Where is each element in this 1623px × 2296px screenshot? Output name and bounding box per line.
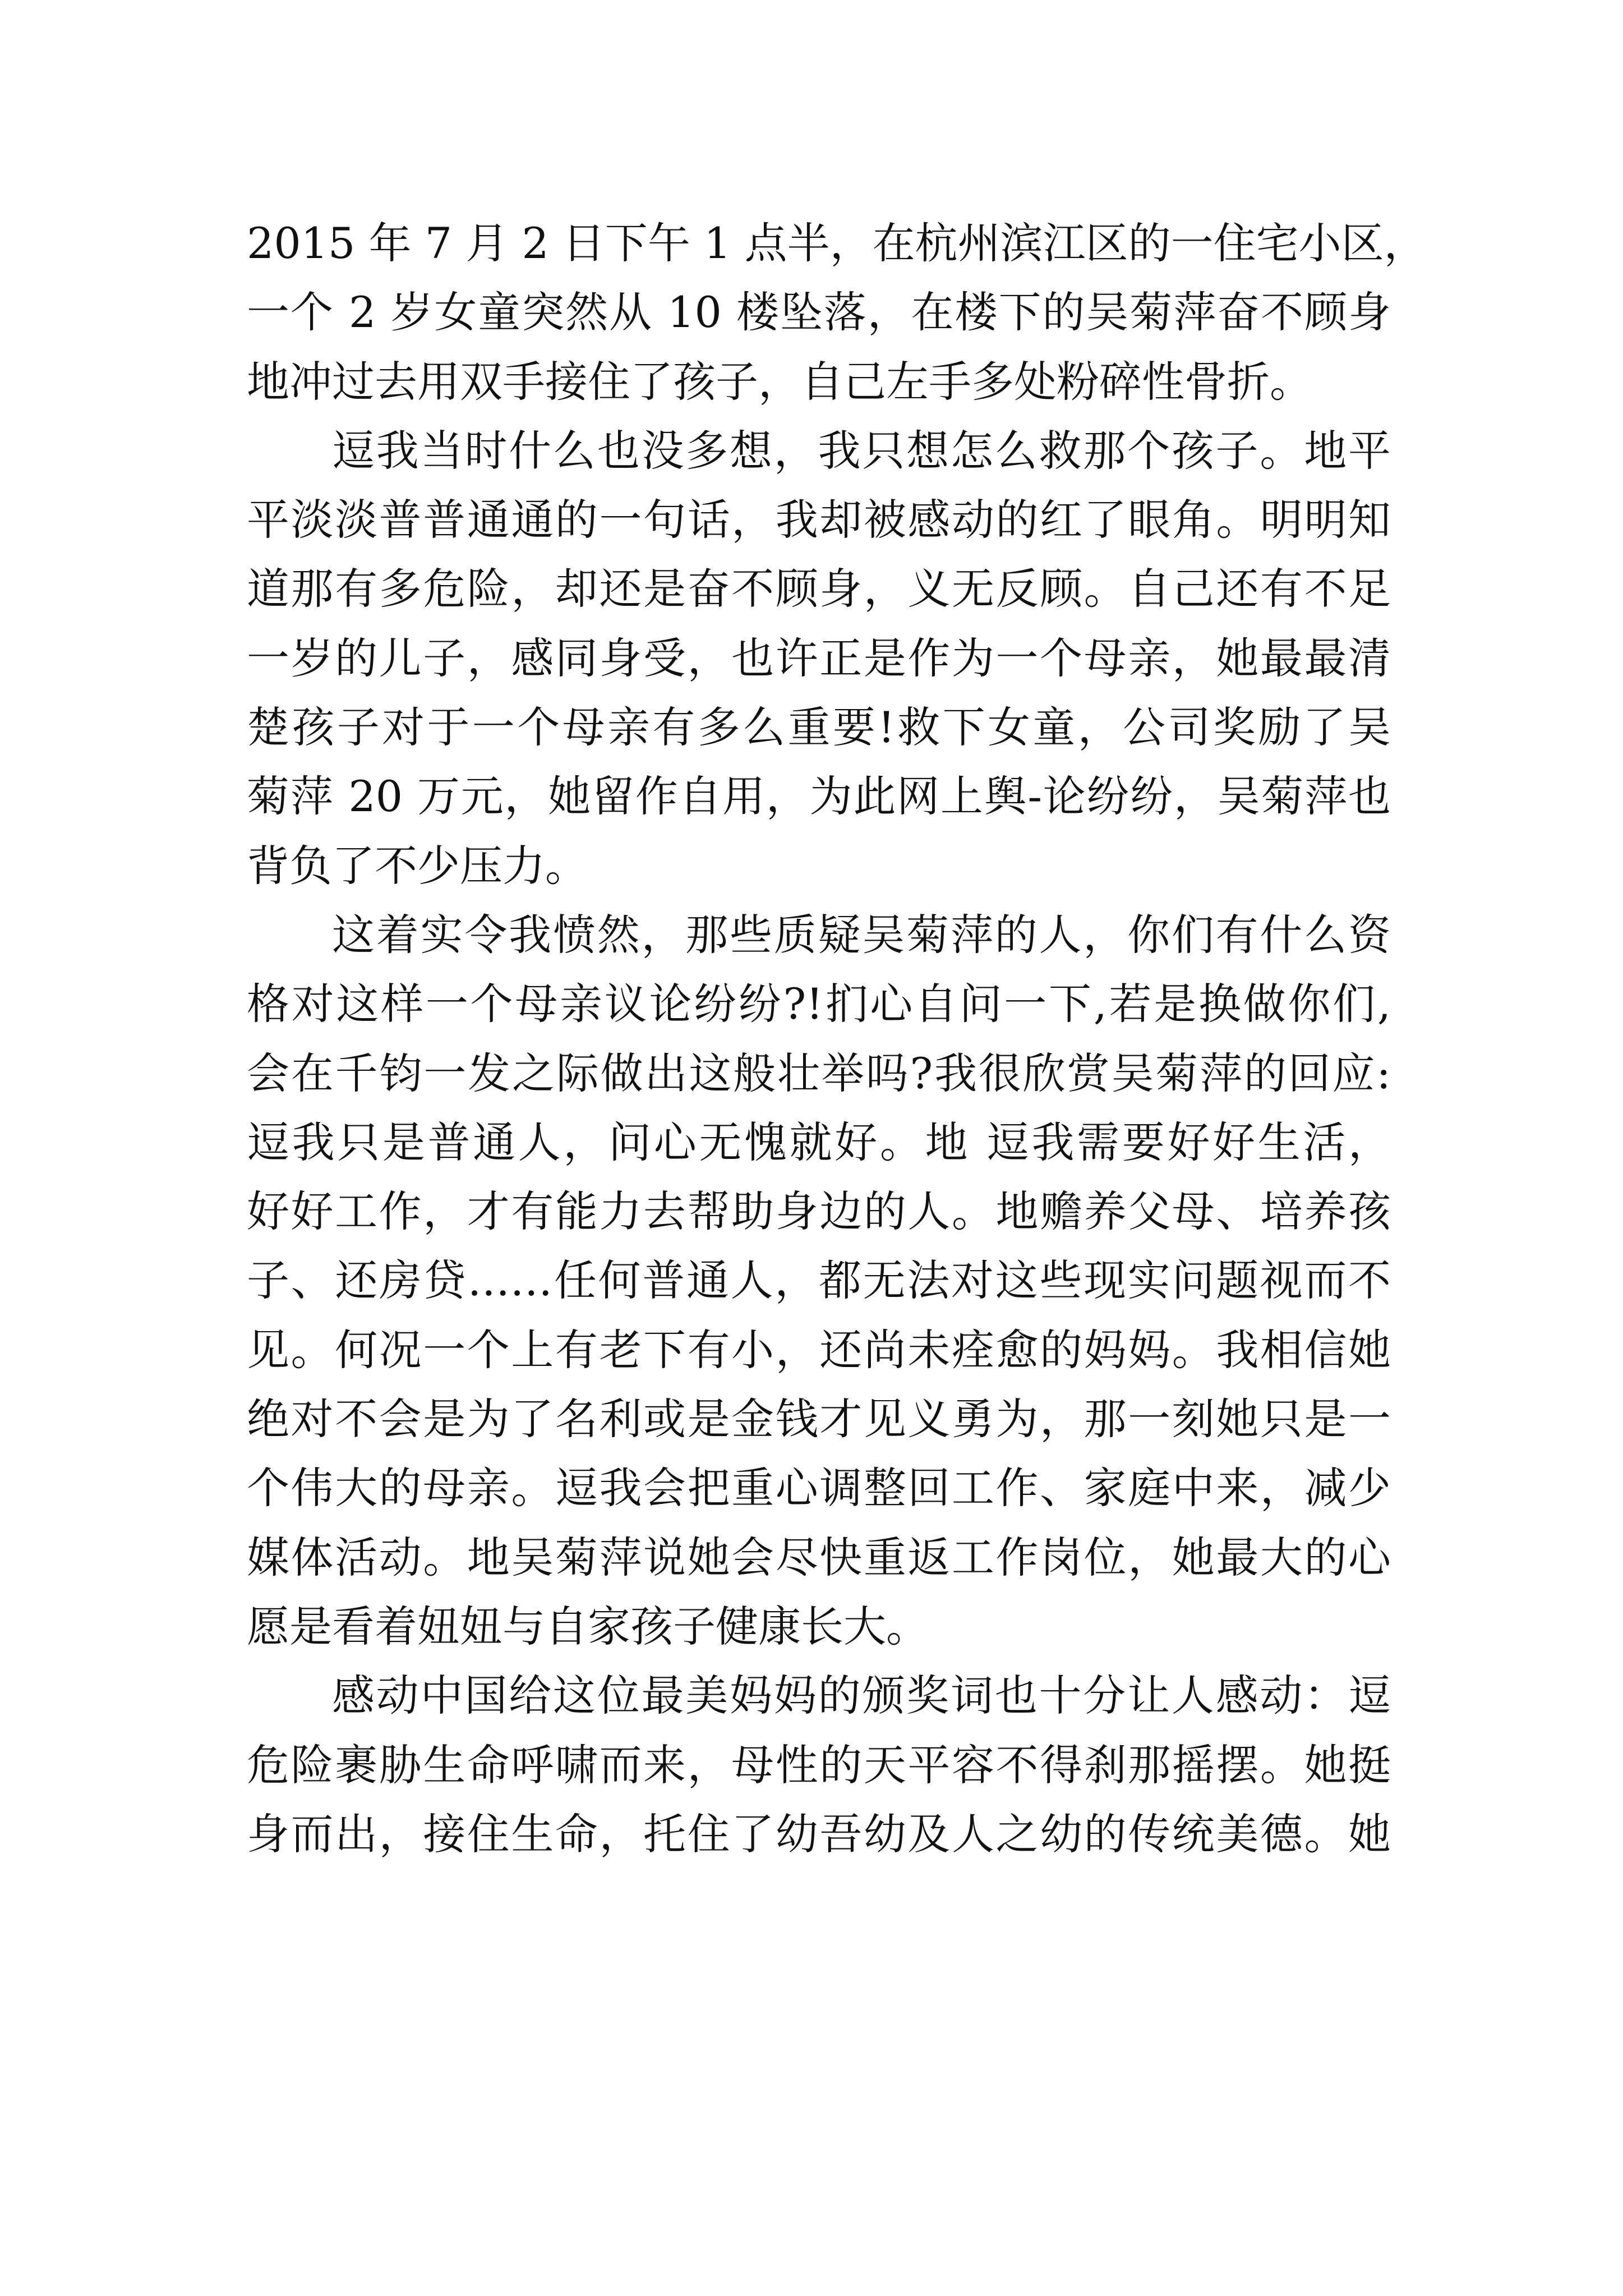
text-line: 逗我只是普通人，问心无愧就好。地 逗我需要好好生活， [247,1117,1391,1167]
text-line: 道那有多危险，却还是奋不顾身，义无反顾。自己还有不足 [247,564,1391,614]
text-line: 地冲过去用双手接住了孩子，自己左手多处粉碎性骨折。 [247,356,1312,407]
text-line: 菊萍 20 万元，她留作自用，为此网上舆-论纷纷，吴菊萍也 [247,771,1391,822]
text-line: 背负了不少压力。 [247,840,588,891]
text-line: 格对这样一个母亲议论纷纷?!扪心自问一下,若是换做你们, [247,979,1391,1029]
text-line: 个伟大的母亲。逗我会把重心调整回工作、家庭中来，减少 [247,1463,1391,1513]
text-line: 感动中国给这位最美妈妈的颁奖词也十分让人感动：逗 [332,1671,1391,1721]
text-line: 见。何况一个上有老下有小，还尚未痊愈的妈妈。我相信她 [247,1324,1391,1375]
text-line: 逗我当时什么也没多想，我只想怎么救那个孩子。地平 [332,425,1391,476]
text-line: 这着实令我愤然，那些质疑吴菊萍的人，你们有什么资 [332,909,1391,960]
article-body [247,209,1427,1869]
text-line: 子、还房贷……任何普通人，都无法对这些现实问题视而不 [247,1255,1391,1306]
text-line: 绝对不会是为了名利或是金钱才见义勇为，那一刻她只是一 [247,1394,1391,1444]
text-line: 平淡淡普普通通的一句话，我却被感动的红了眼角。明明知 [247,495,1391,545]
text-line: 2015 年 7 月 2 日下午 1 点半，在杭州滨江区的一住宅小区， [247,218,1427,268]
text-line: 媒体活动。地吴菊萍说她会尽快重返工作岗位，她最大的心 [247,1532,1391,1582]
text-line: 愿是看着妞妞与自家孩子健康长大。 [247,1601,929,1651]
text-line: 一个 2 岁女童突然从 10 楼坠落，在楼下的吴菊萍奋不顾身 [247,287,1391,338]
text-line: 楚孩子对于一个母亲有多么重要!救下女童，公司奖励了吴 [247,702,1391,753]
text-line: 危险裹胁生命呼啸而来，母性的天平容不得刹那摇摆。她挺 [247,1740,1391,1790]
text-line: 一岁的儿子，感同身受，也许正是作为一个母亲，她最最清 [247,633,1391,683]
text-line: 好好工作，才有能力去帮助身边的人。地赡养父母、培养孩 [247,1186,1391,1237]
text-line: 会在千钧一发之际做出这般壮举吗?我很欣赏吴菊萍的回应: [247,1048,1391,1098]
text-line: 身而出，接住生命，托住了幼吾幼及人之幼的传统美德。她 [247,1809,1391,1859]
